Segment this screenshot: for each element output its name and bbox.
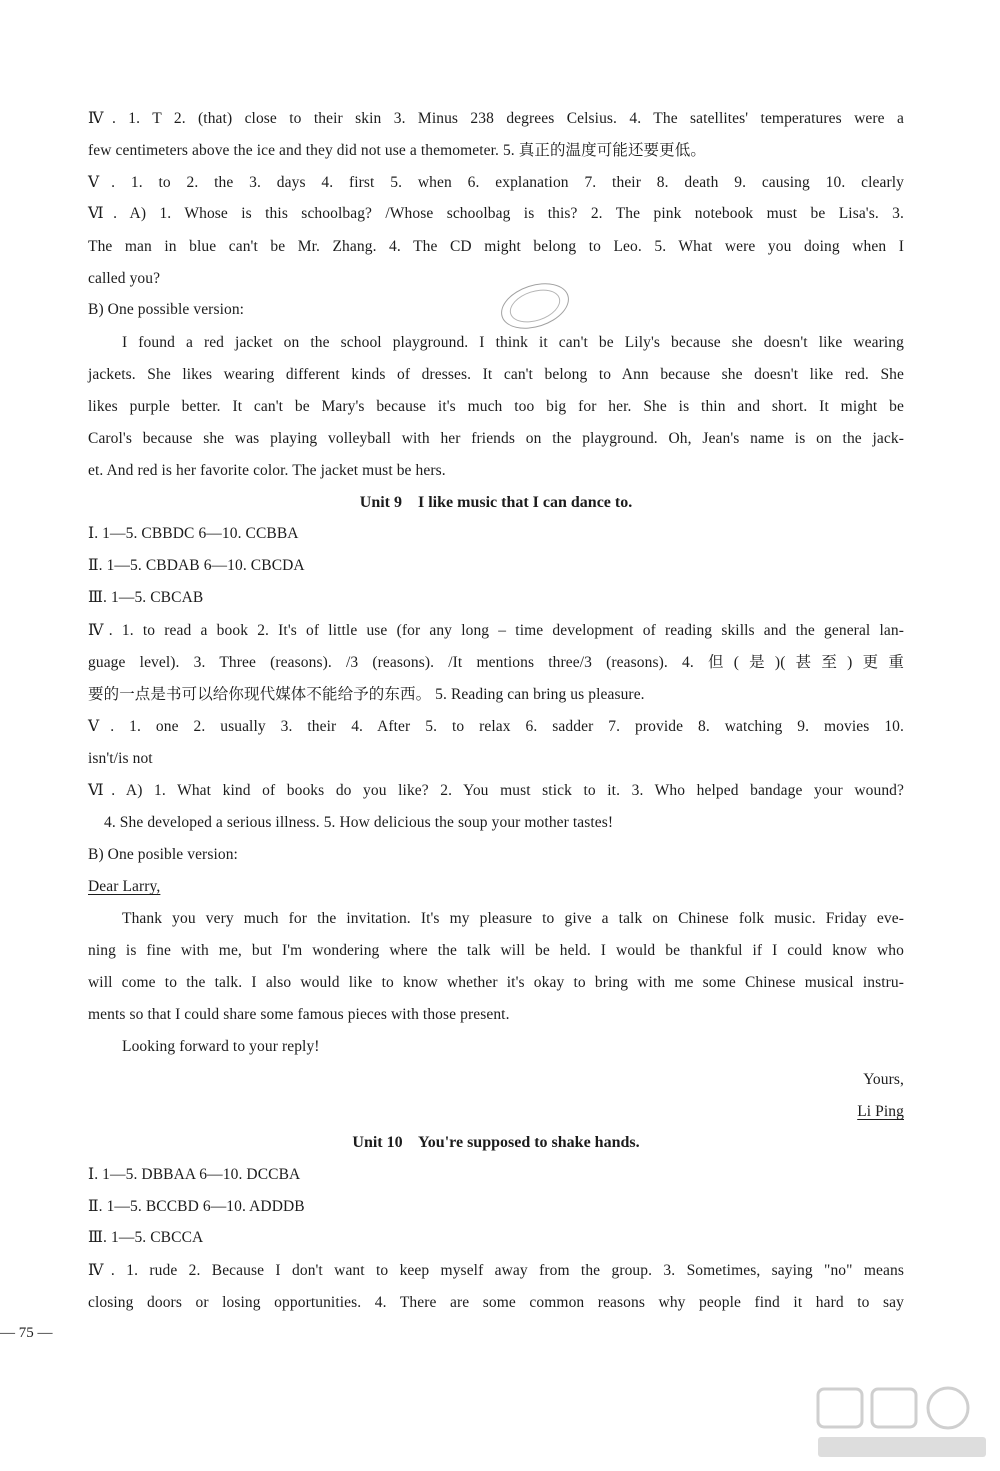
text-line: B) One posible version: [88, 846, 238, 863]
unit-10-title: Unit 10 You're supposed to shake hands. [352, 1134, 640, 1151]
letter-line: will come to the talk. I also would like to know whether it's okay to bring with me some Chinese musical instru- [88, 974, 904, 991]
paragraph-line: Carol's because she was playing volleyball with her friends on the playground. Oh, Jean's name is on the jack- [88, 430, 904, 447]
text-line: Ⅵ. A) 1. What kind of books do you like? 2. You must stick to it. 3. Who helped bandage your wound? [88, 782, 904, 799]
text-line: closing doors or losing opportunities. 4. There are some common reasons why people find it hard to say [88, 1294, 904, 1311]
text-line: guage level). 3. Three (reasons). /3 (reasons). /It mentions three/3 (reasons). 4. 但(是)(甚至)更重 [88, 654, 904, 671]
paragraph-line: et. And red is her favorite color. The jacket must be hers. [88, 462, 446, 479]
text-line: few centimeters above the ice and they did not use a themometer. 5. 真正的温度可能还要更低。 [88, 142, 706, 159]
page-number: — 75 — [0, 1325, 53, 1341]
text-line: Ⅳ. 1. to read a book 2. It's of little use (for any long – time development of reading skills and the general lan- [88, 622, 904, 639]
text-line: called you? [88, 270, 161, 287]
letter-signature: Li Ping [857, 1103, 904, 1120]
letter-line: ments so that I could share some famous pieces with those present. [88, 1006, 510, 1023]
text-line: Ⅴ. 1. one 2. usually 3. their 4. After 5. to relax 6. sadder 7. provide 8. watching 9. movies 10. [88, 718, 904, 735]
watermark-logo [812, 1383, 992, 1463]
letter-line: ning is fine with me, but I'm wondering where the talk will be held. I would be thankful if I could know who [88, 942, 904, 959]
text-line: Ⅵ. A) 1. Whose is this schoolbag? /Whose schoolbag is this? 2. The pink notebook must be Lisa's. 3. [88, 205, 904, 222]
unit-9-title: Unit 9 I like music that I can dance to. [359, 494, 633, 511]
letter-salutation: Dear Larry, [88, 878, 161, 895]
text-line: Ⅲ. 1—5. CBCCA [88, 1229, 204, 1246]
text-line: Ⅲ. 1—5. CBCAB [88, 589, 204, 606]
text-line: Ⅰ. 1—5. DBBAA 6—10. DCCBA [88, 1166, 301, 1183]
text-line: The man in blue can't be Mr. Zhang. 4. The CD might belong to Leo. 5. What were you doing when I [88, 238, 904, 255]
text-line: 4. She developed a serious illness. 5. How delicious the soup your mother tastes! [104, 814, 614, 831]
paragraph-line: I found a red jacket on the school playground. I think it can't be Lily's because she doesn't like wearing [122, 334, 904, 351]
letter-closing: Yours, [863, 1071, 904, 1088]
paragraph-line: likes purple better. It can't be Mary's because it's much too big for her. She is thin and short. It might be [88, 398, 904, 415]
text-line: Ⅴ. 1. to 2. the 3. days 4. first 5. when 6. explanation 7. their 8. death 9. causing 10. clearly [88, 174, 904, 191]
text-line: Ⅳ. 1. T 2. (that) close to their skin 3. Minus 238 degrees Celsius. 4. The satellites' temperatures were a [88, 110, 904, 127]
text-line: Ⅰ. 1—5. CBBDC 6—10. CCBBA [88, 525, 299, 542]
text-line: Ⅱ. 1—5. CBDAB 6—10. CBCDA [88, 557, 305, 574]
letter-line: Looking forward to your reply! [122, 1038, 320, 1055]
text-line: 要的一点是书可以给你现代媒体不能给予的东西。 5. Reading can bring us pleasure. [88, 686, 645, 703]
text-line: B) One possible version: [88, 301, 245, 318]
paragraph-line: jackets. She likes wearing different kinds of dresses. It can't belong to Ann because she doesn't like red. She [88, 366, 904, 383]
text-line: isn't/is not [88, 750, 153, 767]
letter-line: Thank you very much for the invitation. It's my pleasure to give a talk on Chinese folk music. Friday eve- [122, 910, 904, 927]
text-line: Ⅳ. 1. rude 2. Because I don't want to keep myself away from the group. 3. Sometimes, saying "no" means [88, 1262, 904, 1279]
text-line: Ⅱ. 1—5. BCCBD 6—10. ADDDB [88, 1198, 305, 1215]
